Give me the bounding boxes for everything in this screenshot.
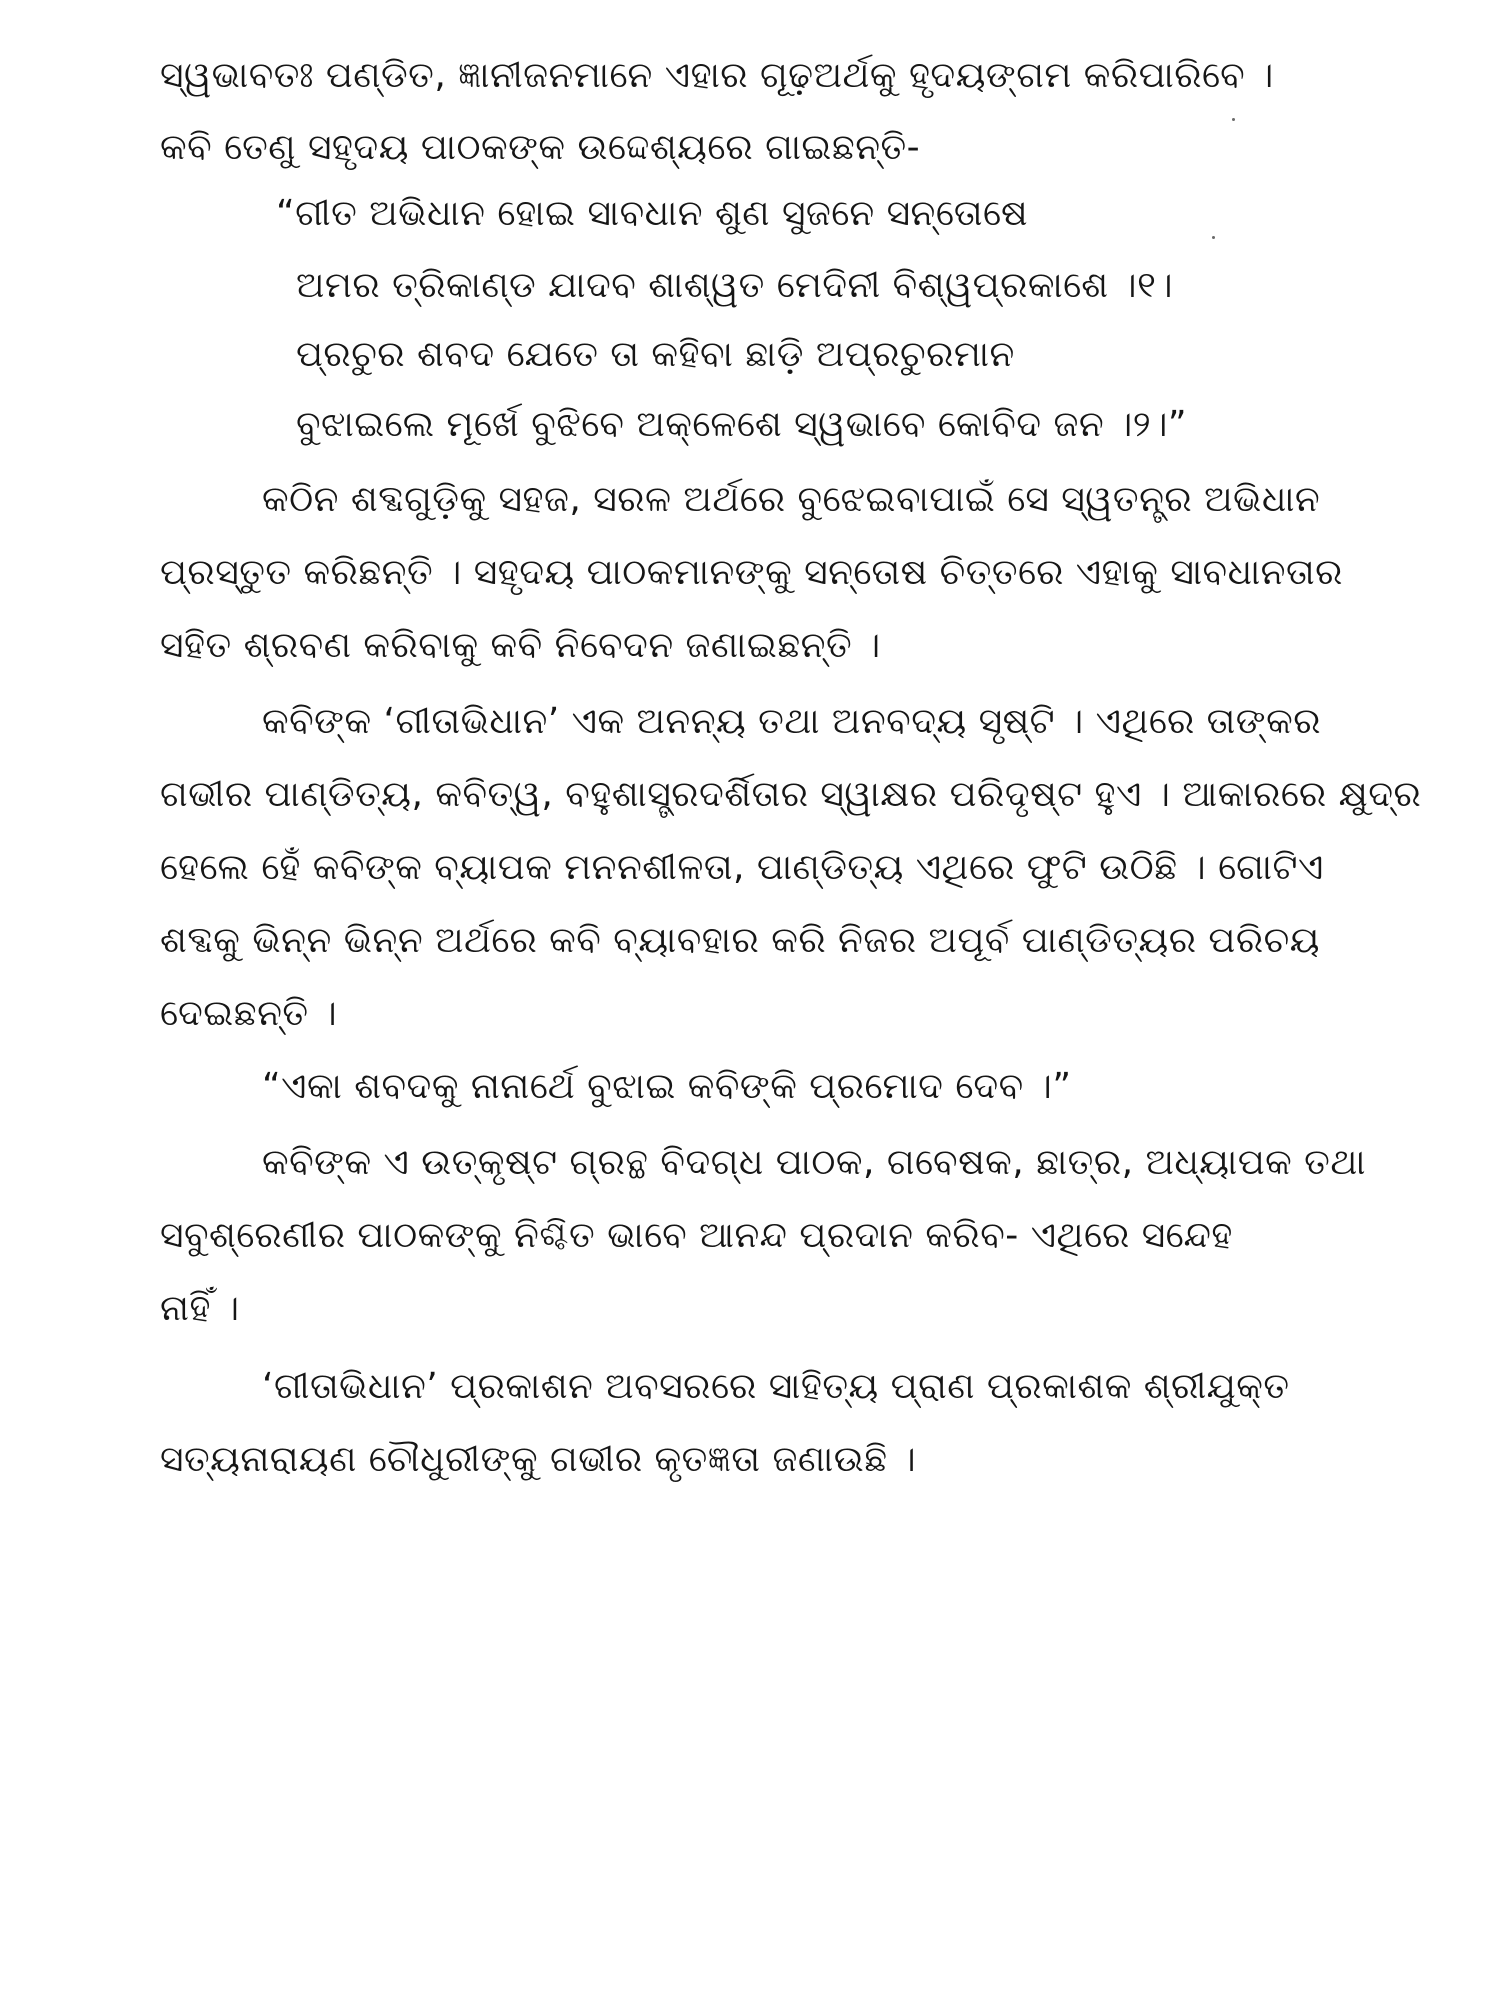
text-line: ସବୁଶ୍ରେଣୀର ପାଠକଙ୍କୁ ନିଶ୍ଚିତ ଭାବେ ଆନନ୍ଦ ପ୍ରଦାନ କରିବ- ଏଥିରେ ସନ୍ଦେହ bbox=[160, 1215, 1233, 1256]
scan-speck bbox=[1232, 118, 1235, 121]
quote-line: “ଏକା ଶବଦକୁ ନାନାର୍ଥେ ବୁଝାଇ କବିଙ୍କି ପ୍ରମୋଦ ଦେବ ।” bbox=[262, 1066, 1072, 1107]
verse-line: ଅମର ତ୍ରିକାଣ୍ଡ ଯାଦବ ଶାଶ୍ୱତ ମେଦିନୀ ବିଶ୍ୱପ୍ରକାଶେ ।୧। bbox=[296, 265, 1174, 306]
text-line: କଠିନ ଶବ୍ଦଗୁଡ଼ିକୁ ସହଜ, ସରଳ ଅର୍ଥରେ ବୁଝେଇବାପାଇଁ ସେ ସ୍ୱତନ୍ତ୍ର ଅଭିଧାନ bbox=[262, 479, 1321, 520]
text-line: ଶବ୍ଦକୁ ଭିନ୍ନ ଭିନ୍ନ ଅର୍ଥରେ କବି ବ୍ୟାବହାର କରି ନିଜର ଅପୂର୍ବ ପାଣ୍ଡିତ୍ୟର ପରିଚୟ bbox=[160, 920, 1320, 961]
text-line: ହେଲେ ହେଁ କବିଙ୍କ ବ୍ୟାପକ ମନନଶୀଳତା, ପାଣ୍ଡିତ୍ୟ ଏଥିରେ ଫୁଟି ଉଠିଛି । ଗୋଟିଏ bbox=[160, 847, 1324, 888]
text-line: କବି ତେଣୁ ସହୃଦୟ ପାଠକଙ୍କ ଉଦ୍ଦେଶ୍ୟରେ ଗାଇଛନ୍ତି- bbox=[160, 127, 921, 168]
verse-line: “ଗୀତ ଅଭିଧାନ ହୋଇ ସାବଧାନ ଶୁଣ ସୁଜନେ ସନ୍ତୋଷେ bbox=[276, 193, 1029, 234]
scan-speck bbox=[1212, 236, 1215, 239]
verse-line: ପ୍ରଚୁର ଶବଦ ଯେତେ ତା କହିବା ଛାଡ଼ି ଅପ୍ରଚୁରମାନ bbox=[296, 334, 1015, 375]
text-line: ସ୍ୱଭାବତଃ ପଣ୍ଡିତ, ଜ୍ଞାନୀଜନମାନେ ଏହାର ଗୂଢ଼ଅର୍ଥକୁ ହୃଦୟଙ୍ଗମ କରିପାରିବେ । bbox=[160, 55, 1274, 96]
text-line: ନାହିଁ । bbox=[160, 1288, 240, 1329]
text-line: ସହିତ ଶ୍ରବଣ କରିବାକୁ କବି ନିବେଦନ ଜଣାଇଛନ୍ତି । bbox=[160, 625, 881, 666]
text-line: ଗଭୀର ପାଣ୍ଡିତ୍ୟ, କବିତ୍ୱ, ବହୁଶାସ୍ତ୍ରଦର୍ଶିତାର ସ୍ୱାକ୍ଷର ପରିଦୃଷ୍ଟ ହୁଏ । ଆକାରରେ କ୍ଷୁଦ୍ର bbox=[160, 774, 1422, 815]
text-line: ପ୍ରସ୍ତୁତ କରିଛନ୍ତି । ସହୃଦୟ ପାଠକମାନଙ୍କୁ ସନ୍ତୋଷ ଚିତ୍ତରେ ଏହାକୁ ସାବଧାନତାର bbox=[160, 552, 1343, 593]
text-line: କବିଙ୍କ ‘ଗୀତାଭିଧାନ’ ଏକ ଅନନ୍ୟ ତଥା ଅନବଦ୍ୟ ସୃଷ୍ଟି । ଏଥିରେ ତାଙ୍କର bbox=[262, 701, 1322, 742]
text-line: ‘ଗୀତାଭିଧାନ’ ପ୍ରକାଶନ ଅବସରରେ ସାହିତ୍ୟ ପ୍ରାଣ ପ୍ରକାଶକ ଶ୍ରୀଯୁକ୍ତ bbox=[262, 1366, 1290, 1407]
text-line: ସତ୍ୟନାରାୟଣ ଚୌଧୁରୀଙ୍କୁ ଗଭୀର କୃତଜ୍ଞତା ଜଣାଉଛି । bbox=[160, 1439, 917, 1480]
text-line: କବିଙ୍କ ଏ ଉତ୍କୃଷ୍ଟ ଗ୍ରନ୍ଥ ବିଦଗ୍ଧ ପାଠକ, ଗବେଷକ, ଛାତ୍ର, ଅଧ୍ୟାପକ ତଥା bbox=[262, 1142, 1366, 1183]
text-line: ଦେଇଛନ୍ତି । bbox=[160, 993, 338, 1034]
verse-line: ବୁଝାଇଲେ ମୂର୍ଖେ ବୁଝିବେ ଅକ୍ଳେଶେ ସ୍ୱଭାବେ କୋବିଦ ଜନ ।୨।” bbox=[296, 404, 1188, 445]
